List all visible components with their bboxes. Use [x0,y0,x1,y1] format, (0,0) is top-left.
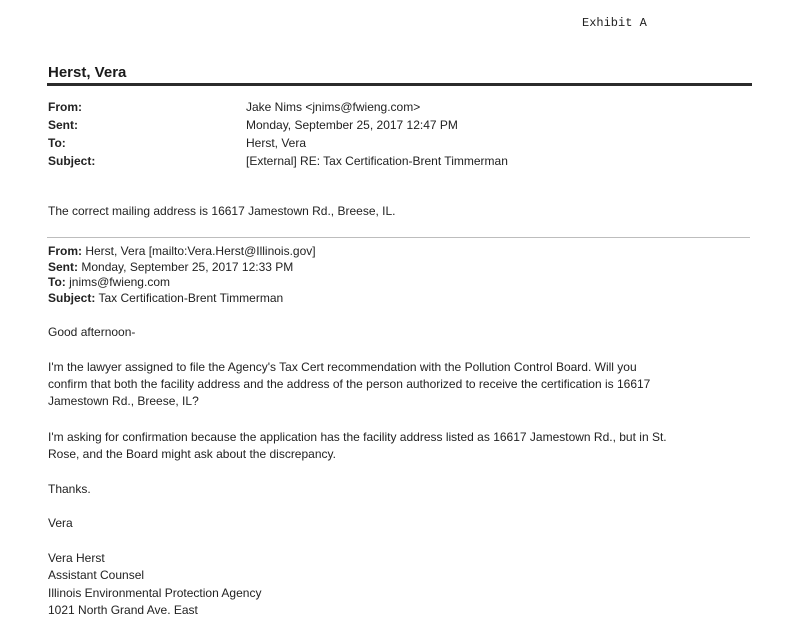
para2-line1: I'm asking for confirmation because the application has the facility address listed as 16617 Jamestown Rd., but in St. [48,430,667,444]
signature-name: Vera Herst [48,551,105,565]
fwd-to-value: jnims@fwieng.com [69,275,170,289]
fwd-from-line [48,244,316,258]
fwd-subject-line [48,291,283,305]
forward-divider [47,237,750,238]
fwd-to-label: To: [48,275,66,289]
fwd-from-value: Herst, Vera [mailto:Vera.Herst@Illinois.gov] [85,244,316,258]
fwd-subject-label: Subject: [48,291,96,305]
fwd-from-label: From: [48,244,82,258]
sent-label: Sent: [48,118,78,132]
header-divider [47,83,752,86]
to-label: To: [48,136,66,150]
para1-line1: I'm the lawyer assigned to file the Agency's Tax Cert recommendation with the Pollution Control Board. Will you [48,360,637,374]
to-value: Herst, Vera [246,136,307,150]
mailbox-owner: Herst, Vera [48,64,127,81]
from-label: From: [48,100,82,114]
fwd-to-line [48,275,170,289]
fwd-subject-value: Tax Certification-Brent Timmerman [98,291,284,305]
fwd-sent-line [48,260,293,274]
para2-line2: Rose, and the Board might ask about the discrepancy. [48,447,336,461]
greeting: Good afternoon- [48,325,136,339]
fwd-sent-value: Monday, September 25, 2017 12:33 PM [81,260,294,274]
signature-org: Illinois Environmental Protection Agency [48,586,262,600]
subject-label: Subject: [48,154,96,168]
exhibit-label: Exhibit A [582,16,647,30]
sent-value: Monday, September 25, 2017 12:47 PM [246,118,458,132]
from-value: Jake Nims <jnims@fwieng.com> [246,100,421,114]
para1-line2: confirm that both the facility address and the address of the person authorized to receive the certification is 16617 [48,377,651,391]
signature-title: Assistant Counsel [48,568,145,582]
fwd-sent-label: Sent: [48,260,78,274]
reply-body: The correct mailing address is 16617 Jamestown Rd., Breese, IL. [48,204,396,218]
subject-value: [External] RE: Tax Certification-Brent Timmerman [246,154,508,168]
signature-address: 1021 North Grand Ave. East [48,603,198,617]
thanks-line: Thanks. [48,482,91,496]
para1-line3: Jamestown Rd., Breese, IL? [48,394,199,408]
closing-name: Vera [48,516,73,530]
